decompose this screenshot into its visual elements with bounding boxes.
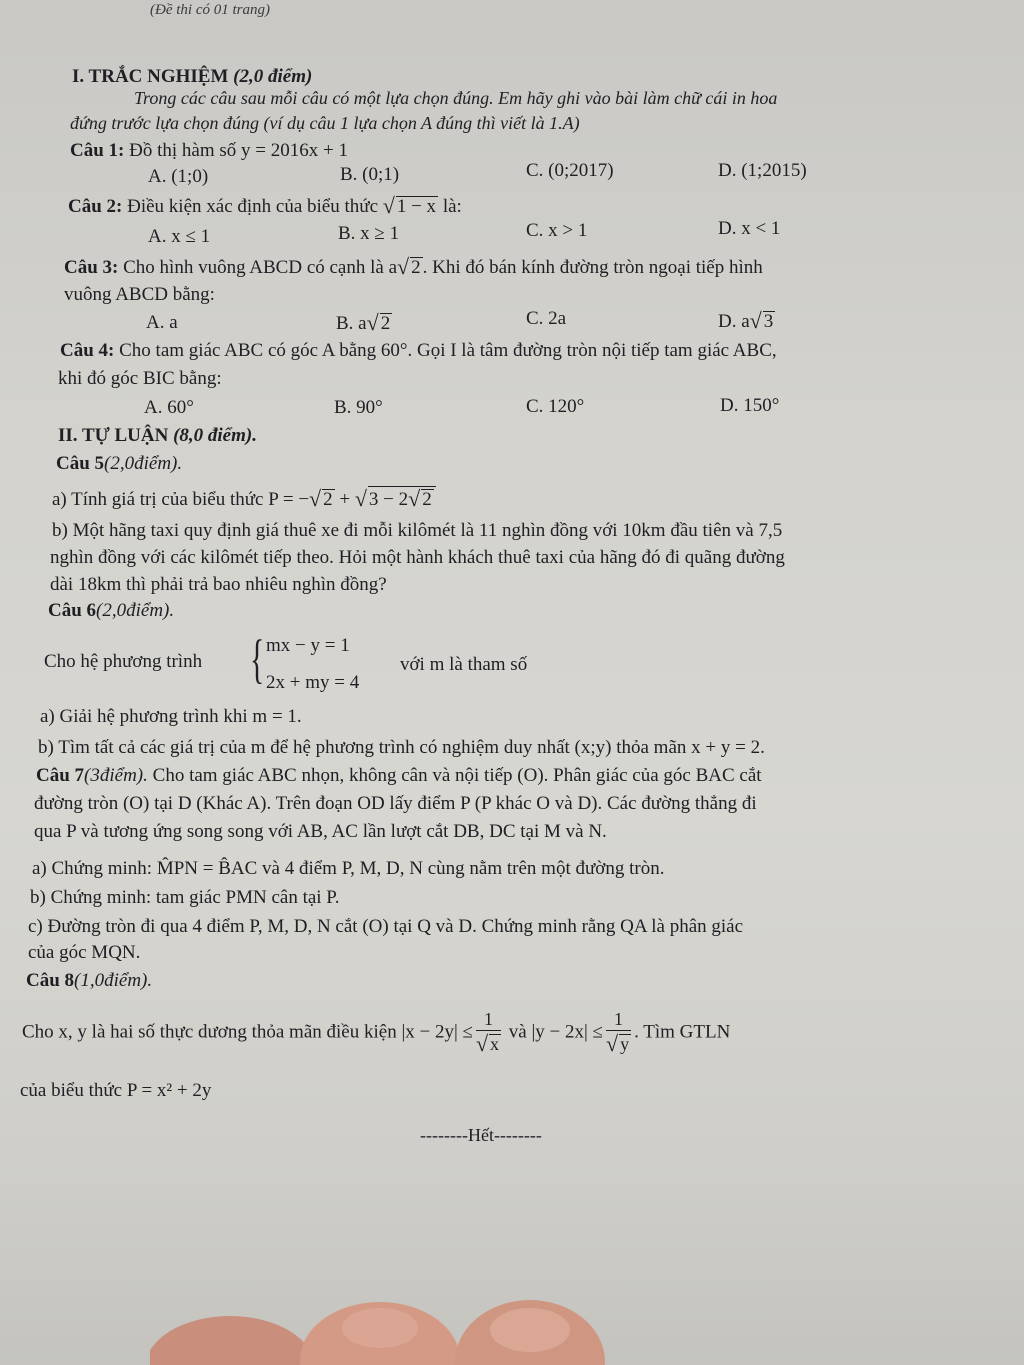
question-7-line-1 — [36, 765, 762, 787]
question-1-text: Đồ thị hàm số y = 2016x + 1 — [129, 140, 348, 161]
question-8-text-1: Cho x, y là hai số thực dương thỏa mãn điều kiện — [22, 1021, 397, 1043]
question-8-points: (1,0điểm). — [74, 970, 153, 991]
q3-option-d-radicand: 3 — [763, 311, 774, 332]
q3-option-d-prefix: D. a — [718, 311, 750, 332]
q2-option-b: B. x ≥ 1 — [338, 223, 400, 244]
section-2-title: II. TỰ LUẬN — [58, 425, 169, 446]
q2-option-c: C. x > 1 — [526, 220, 588, 241]
fraction-1-denominator: x — [490, 1033, 500, 1054]
section-1-points: (2,0 điểm) — [233, 66, 313, 87]
fraction-2-numerator: 1 — [606, 1010, 631, 1031]
question-2-text: Điều kiện xác định của biểu thức — [127, 196, 379, 217]
fraction-1-numerator: 1 — [476, 1010, 501, 1031]
system-equation-1: mx − y = 1 — [266, 635, 350, 656]
question-8-heading — [26, 970, 152, 992]
question-4-label: Câu 4: — [60, 340, 115, 361]
question-4-text-1: Cho tam giác ABC có góc A bằng 60°. Gọi I là tâm đường tròn nội tiếp tam giác ABC, — [119, 340, 777, 361]
question-6-heading — [48, 600, 174, 622]
section-1-title: I. TRẮC NGHIỆM — [72, 66, 229, 87]
question-2: Câu 2: Điều kiện xác định của biểu thức √ 1 − x là: — [68, 193, 462, 218]
question-6b: b) Tìm tất cả các giá trị của m để hệ phương trình có nghiệm duy nhất (x;y) thỏa mãn x + y = 2. — [38, 737, 765, 758]
q3-option-b-radicand: 2 — [380, 313, 391, 334]
question-7-line-3: qua P và tương ứng song song với AB, AC lần lượt cắt DB, DC tại M và N. — [34, 821, 607, 842]
photographer-fingers — [150, 1290, 610, 1365]
fraction-2: $\frac{1}{√ y}$ — [606, 1009, 630, 1056]
question-1 — [70, 140, 348, 162]
question-5a-plus: + — [334, 489, 355, 510]
question-2-text-after: là: — [442, 196, 462, 217]
question-5-label: Câu 5 — [56, 453, 105, 474]
question-4-line-1 — [60, 340, 777, 362]
question-1-label: Câu 1: — [70, 140, 125, 161]
question-7a: a) Chứng minh: M̂PN = B̂AC và 4 điểm P, M, D, N cùng nằm trên một đường tròn. — [32, 858, 665, 879]
q3-option-c: C. 2a — [526, 308, 567, 329]
q3-option-d: D. a√ 3 — [718, 308, 774, 333]
question-7-label: Câu 7 — [36, 765, 85, 786]
question-7-line-2: đường tròn (O) tại D (Khác A). Trên đoạn OD lấy điểm P (P khác O và D). Các đường thẳng đi — [34, 793, 757, 814]
q3-option-a: A. a — [146, 312, 178, 333]
question-5a-radicand-2-inner: 2 — [422, 489, 432, 510]
question-8-label: Câu 8 — [26, 970, 75, 991]
question-6a: a) Giải hệ phương trình khi m = 1. — [40, 706, 302, 727]
question-5a: a) Tính giá trị của biểu thức P = −√ 2 + √ 3 − 2√ 2 — [52, 486, 436, 511]
question-3-label: Câu 3: — [64, 257, 119, 278]
fraction-1: $\frac{1}{√ x}$ — [475, 1009, 500, 1056]
question-5b-line-1: b) Một hãng taxi quy định giá thuê xe đi mỗi kilômét là 11 nghìn đồng với 10km đầu tiên và 7,5 — [52, 520, 783, 541]
q1-option-b: B. (0;1) — [340, 164, 400, 185]
question-8-and: và — [508, 1021, 527, 1043]
question-7-text-1: Cho tam giác ABC nhọn, không cân và nội tiếp (O). Phân giác của góc BAC cắt — [152, 765, 762, 786]
q1-option-c: C. (0;2017) — [526, 160, 614, 181]
question-7b: b) Chứng minh: tam giác PMN cân tại P. — [30, 887, 340, 908]
section-2-points: (8,0 điểm). — [173, 425, 257, 446]
page-count-note: (Đề thi có 01 trang) — [150, 2, 270, 18]
question-3-line-2: vuông ABCD bằng: — [64, 284, 215, 305]
q4-option-a: A. 60° — [144, 397, 194, 418]
question-5-points: (2,0điểm). — [104, 453, 183, 474]
q2-option-d: D. x < 1 — [718, 218, 781, 239]
question-5a-radicand-1: 2 — [323, 489, 333, 510]
question-5a-radicand-2: 3 − 2√ 2 — [368, 486, 436, 510]
question-4-line-2: khi đó góc BIC bằng: — [58, 368, 222, 389]
question-6-after: với m là tham số — [400, 654, 528, 675]
instruction-line-2: đứng trước lựa chọn đúng (ví dụ câu 1 lựa chọn A đúng thì viết là 1.A) — [70, 113, 580, 133]
q4-option-c: C. 120° — [526, 396, 585, 417]
question-8-line-1 — [22, 1010, 730, 1056]
question-7-points: (3điểm). — [84, 765, 148, 786]
question-2-label: Câu 2: — [68, 196, 123, 217]
question-3-line-1: Câu 3: Cho hình vuông ABCD có cạnh là a√ 2 . Khi đó bán kính đường tròn ngoại tiếp hình — [64, 254, 763, 279]
q2-option-a: A. x ≤ 1 — [148, 226, 211, 247]
question-6-intro: Cho hệ phương trình — [44, 651, 203, 672]
question-5a-radicand-2-pre: 3 − 2 — [368, 489, 409, 510]
system-equation-2: 2x + my = 4 — [266, 672, 360, 693]
question-3-text-2: . Khi đó bán kính đường tròn ngoại tiếp hình — [422, 257, 763, 278]
section-1-heading — [72, 66, 312, 88]
q1-option-a: A. (1;0) — [148, 166, 209, 187]
q4-option-b: B. 90° — [334, 397, 383, 418]
question-7c-line-2: của góc MQN. — [28, 942, 141, 963]
question-2-radicand: 1 − x — [396, 196, 437, 217]
q1-option-d: D. (1;2015) — [718, 160, 807, 181]
section-2-heading — [58, 425, 257, 447]
end-marker: --------Hết-------- — [420, 1125, 542, 1145]
system-brace: { — [250, 629, 265, 689]
question-8-condition-1: |x − 2y| ≤ — [401, 1021, 473, 1043]
question-3-radicand: 2 — [411, 257, 421, 278]
q3-option-b: B. a√ 2 — [336, 310, 391, 335]
q4-option-d: D. 150° — [720, 395, 780, 416]
question-3-text-1: Cho hình vuông ABCD có cạnh là a — [123, 257, 398, 278]
question-5-heading — [56, 453, 182, 475]
question-8-condition-2: |y − 2x| ≤ — [531, 1021, 603, 1043]
question-8-after: . Tìm GTLN — [634, 1021, 731, 1043]
question-5b-line-3: dài 18km thì phải trả bao nhiêu nghìn đồng? — [50, 574, 387, 595]
question-5a-text: a) Tính giá trị của biểu thức P = − — [52, 489, 310, 510]
question-6-points: (2,0điểm). — [96, 600, 175, 621]
question-6-label: Câu 6 — [48, 600, 97, 621]
instruction-line-1: Trong các câu sau mỗi câu có một lựa chọn đúng. Em hãy ghi vào bài làm chữ cái in hoa — [134, 88, 778, 108]
q3-option-b-prefix: B. a — [336, 313, 367, 334]
question-5b-line-2: nghìn đồng với các kilômét tiếp theo. Hỏi một hành khách thuê taxi của hãng đó đi quãng đường — [50, 547, 785, 568]
fraction-2-denominator: y — [620, 1033, 630, 1054]
question-8-line-2: của biểu thức P = x² + 2y — [20, 1080, 212, 1101]
question-7c-line-1: c) Đường tròn đi qua 4 điểm P, M, D, N cắt (O) tại Q và D. Chứng minh rằng QA là phân giác — [28, 916, 744, 937]
